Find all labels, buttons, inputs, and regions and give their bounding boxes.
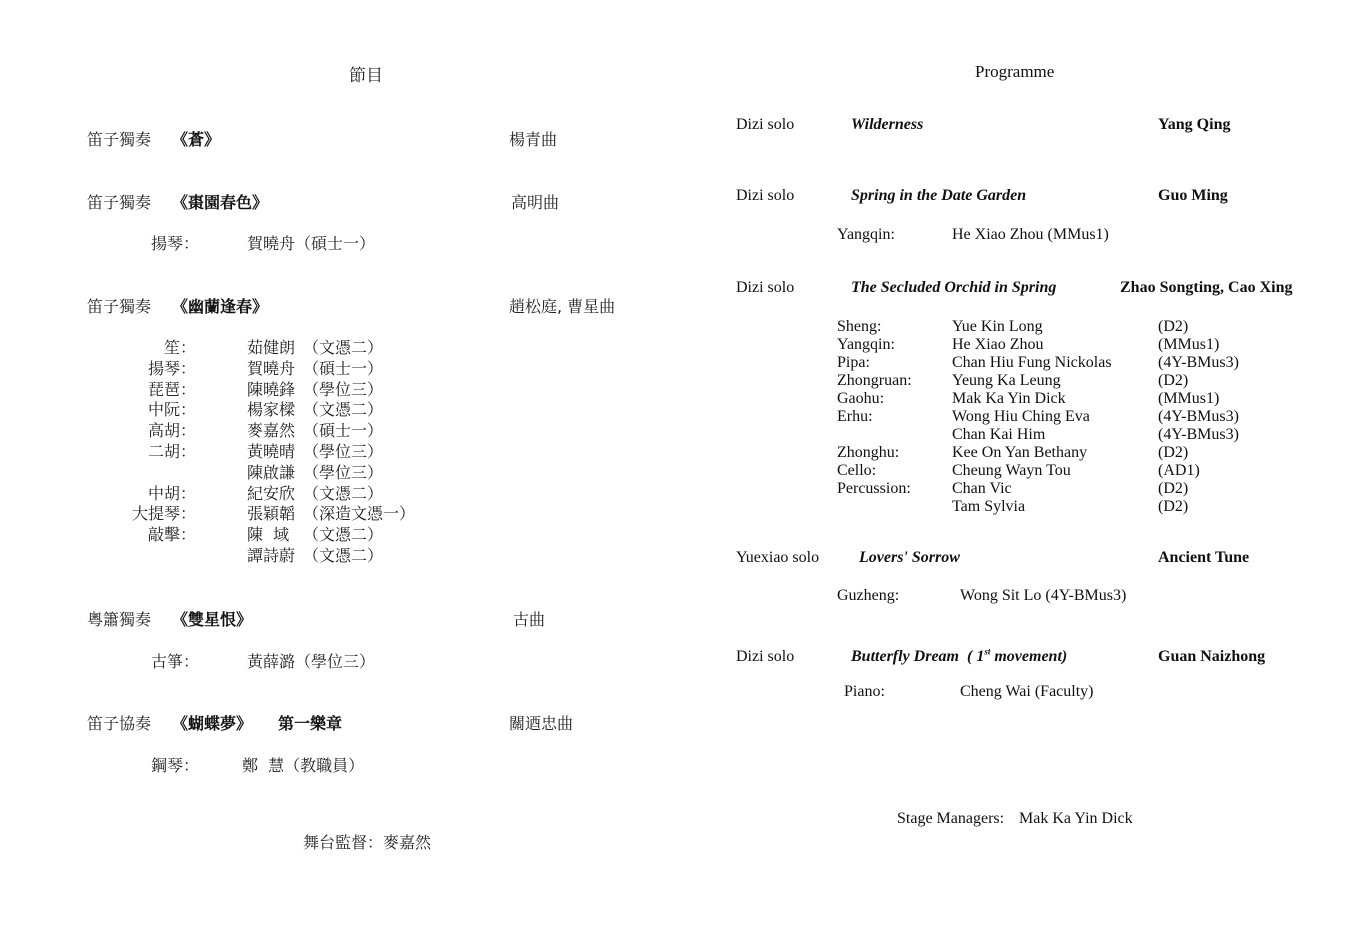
cn-ensemble-instrument: 敲擊： xyxy=(147,525,196,545)
cn-ensemble-name: 陳啟謙 xyxy=(247,462,296,482)
en-ensemble-grade: (D2) xyxy=(1158,372,1189,389)
cn-ensemble-instrument xyxy=(130,546,196,567)
cn-ensemble-name: 茹健朗 xyxy=(247,338,296,357)
cn-ensemble-grade: （文憑二） xyxy=(303,545,384,565)
en-ensemble-grade: (AD1) xyxy=(1158,462,1200,479)
cn-item5-composer: 關迺忠曲 xyxy=(509,714,574,733)
en-ensemble-instrument: Yangqin: xyxy=(837,336,895,353)
en-ensemble-name: Chan Hiu Fung Nickolas xyxy=(952,354,1112,371)
cn-ensemble-name: 陳曉鋒 xyxy=(247,379,296,399)
en-ensemble-grade: (D2) xyxy=(1158,498,1189,515)
en-item2-title: Spring in the Date Garden xyxy=(851,187,1027,204)
en-item5-title-part1: Butterfly Dream ( 1 xyxy=(851,648,985,665)
cn-ensemble-name: 楊家樑 xyxy=(247,400,296,420)
cn-item2-title: 《棗園春色》 xyxy=(172,193,269,212)
en-item5-instrument: Piano: xyxy=(844,683,885,700)
en-item2-instrument: Yangqin: xyxy=(837,226,895,243)
en-item3-type: Dizi solo xyxy=(736,279,795,296)
en-ensemble-instrument: Cello: xyxy=(837,462,877,479)
cn-ensemble-name: 張穎韜 xyxy=(247,504,296,524)
cn-ensemble-instrument: 中胡： xyxy=(147,483,196,503)
cn-ensemble-name: 黃曉晴 xyxy=(247,441,296,461)
chinese-programme-title: 節目 xyxy=(349,66,383,86)
cn-stage-manager: 舞台監督：麥嘉然 xyxy=(303,833,432,852)
cn-item3-type: 笛子獨奏 xyxy=(87,297,152,316)
en-item5-title-part2: movement) xyxy=(990,648,1068,665)
en-ensemble-name: Chan Vic xyxy=(952,480,1012,497)
cn-ensemble-grade: （文憑二） xyxy=(303,400,384,420)
cn-item2-instrument: 揚琴： xyxy=(151,234,200,253)
en-ensemble-instrument: Percussion: xyxy=(837,480,911,497)
en-item1-type: Dizi solo xyxy=(736,116,795,133)
en-ensemble-instrument: Pipa: xyxy=(837,354,870,371)
en-ensemble-name: He Xiao Zhou xyxy=(952,336,1044,353)
en-item1-title: Wilderness xyxy=(851,116,924,133)
en-ensemble-name: Tam Sylvia xyxy=(952,498,1026,515)
en-item2-composer: Guo Ming xyxy=(1158,187,1228,204)
english-programme-title: Programme xyxy=(975,62,1055,81)
cn-ensemble-name: 譚詩蔚 xyxy=(247,545,296,565)
en-ensemble-instrument: Zhongruan: xyxy=(837,372,912,389)
cn-item5-movement: 第一樂章 xyxy=(278,714,343,733)
cn-item2-performer: 賀曉舟（碩士一） xyxy=(247,234,376,253)
en-item4-type: Yuexiao solo xyxy=(736,549,820,566)
en-stage-manager-label: Stage Managers: xyxy=(897,810,1005,827)
cn-item4-instrument: 古箏： xyxy=(151,652,200,671)
cn-item4-composer: 古曲 xyxy=(513,610,546,629)
cn-item5-instrument: 鋼琴： xyxy=(151,756,200,775)
en-item4-instrument: Guzheng: xyxy=(837,587,900,604)
en-ensemble-instrument xyxy=(837,426,912,444)
en-item5-title-superscript: st xyxy=(984,646,991,657)
en-ensemble-instrument: Gaohu: xyxy=(837,390,885,407)
en-item5-type: Dizi solo xyxy=(736,648,795,665)
en-ensemble-grade: (4Y-BMus3) xyxy=(1158,426,1239,443)
cn-item1-type: 笛子獨奏 xyxy=(87,130,152,149)
cn-ensemble-instrument: 大提琴： xyxy=(131,504,196,524)
cn-ensemble-names xyxy=(247,338,295,567)
cn-ensemble-grade: （碩士一） xyxy=(303,358,384,378)
cn-ensemble-name: 紀安欣 xyxy=(247,483,296,503)
cn-ensemble-grade: （文憑二） xyxy=(303,338,384,357)
en-ensemble-names xyxy=(952,318,1112,516)
cn-ensemble-name: 陳 域 xyxy=(247,525,290,545)
en-ensemble-name: Wong Hiu Ching Eva xyxy=(952,408,1090,425)
cn-item3-title: 《幽蘭逢春》 xyxy=(172,297,269,316)
en-item2-type: Dizi solo xyxy=(736,187,795,204)
cn-ensemble-instrument: 揚琴： xyxy=(147,358,196,378)
en-ensemble-grade: (4Y-BMus3) xyxy=(1158,408,1239,425)
cn-ensemble-grade: （碩士一） xyxy=(303,421,384,441)
cn-ensemble-instrument: 二胡： xyxy=(147,441,196,461)
cn-item2-type: 笛子獨奏 xyxy=(87,193,152,212)
en-item3-composer: Zhao Songting, Cao Xing xyxy=(1120,279,1293,296)
en-ensemble-grade: (MMus1) xyxy=(1158,336,1220,353)
cn-item4-title: 《雙星恨》 xyxy=(172,610,253,629)
cn-ensemble-grade: （文憑二） xyxy=(303,483,384,503)
cn-item1-title: 《蒼》 xyxy=(172,130,221,149)
en-ensemble-grade: (MMus1) xyxy=(1158,390,1220,407)
cn-item5-type: 笛子協奏 xyxy=(87,714,152,733)
en-item1-composer: Yang Qing xyxy=(1158,116,1231,133)
cn-ensemble-instrument: 琵琶： xyxy=(147,379,196,399)
en-ensemble-instrument: Erhu: xyxy=(837,408,873,425)
en-ensemble-name: Chan Kai Him xyxy=(952,426,1046,443)
cn-item5-performer: 鄭 慧（教職員） xyxy=(242,756,365,775)
en-ensemble-instrument: Sheng: xyxy=(837,318,882,335)
en-ensemble-name: Yeung Ka Leung xyxy=(952,372,1061,389)
en-item5-performer: Cheng Wai (Faculty) xyxy=(960,683,1094,700)
en-item4-performer: Wong Sit Lo (4Y-BMus3) xyxy=(960,587,1127,604)
cn-item3-composer: 趙松庭, 曹星曲 xyxy=(509,297,616,316)
en-ensemble-grade: (4Y-BMus3) xyxy=(1158,354,1239,371)
en-item5-title xyxy=(851,646,1068,665)
en-item3-title: The Secluded Orchid in Spring xyxy=(851,279,1057,296)
cn-ensemble-instrument: 高胡： xyxy=(147,421,196,441)
en-ensemble-instrument: Zhonghu: xyxy=(837,444,900,461)
cn-ensemble-name: 賀曉舟 xyxy=(247,358,296,378)
en-item2-performer: He Xiao Zhou (MMus1) xyxy=(952,226,1109,243)
cn-ensemble-name: 麥嘉然 xyxy=(247,421,296,441)
cn-ensemble-instrument: 笙： xyxy=(163,338,196,357)
cn-ensemble-grade: （深造文憑一） xyxy=(303,504,416,524)
en-ensemble-grade: (D2) xyxy=(1158,318,1189,335)
en-ensemble-name: Cheung Wayn Tou xyxy=(952,462,1071,479)
cn-item5-title: 《蝴蝶夢》 xyxy=(172,714,253,733)
cn-ensemble-instrument xyxy=(130,463,196,484)
en-ensemble-grades xyxy=(1158,318,1239,516)
en-item4-title: Lovers' Sorrow xyxy=(859,549,960,566)
en-ensemble-grade: (D2) xyxy=(1158,480,1189,497)
cn-ensemble-grade: （學位三） xyxy=(303,379,384,399)
cn-item2-composer: 高明曲 xyxy=(511,193,560,212)
en-item4-composer: Ancient Tune xyxy=(1158,549,1250,566)
cn-ensemble-grade: （學位三） xyxy=(303,441,384,461)
cn-item4-performer: 黃薛潞（學位三） xyxy=(247,652,376,671)
en-ensemble-name: Yue Kin Long xyxy=(952,318,1043,335)
cn-item4-type: 粵簫獨奏 xyxy=(87,610,152,629)
cn-ensemble-grade: （文憑二） xyxy=(303,525,384,545)
en-ensemble-instrument xyxy=(837,498,912,516)
cn-ensemble-grade: （學位三） xyxy=(303,462,384,482)
cn-ensemble-instrument: 中阮： xyxy=(147,400,196,420)
cn-ensemble-instruments xyxy=(130,338,196,567)
en-ensemble-grade: (D2) xyxy=(1158,444,1189,461)
cn-ensemble-grades xyxy=(303,338,415,567)
en-stage-manager-name: Mak Ka Yin Dick xyxy=(1019,810,1133,827)
en-ensemble-name: Mak Ka Yin Dick xyxy=(952,390,1066,407)
en-item5-composer: Guan Naizhong xyxy=(1158,648,1266,665)
en-ensemble-instruments xyxy=(837,318,912,516)
en-ensemble-name: Kee On Yan Bethany xyxy=(952,444,1088,461)
cn-item1-composer: 楊青曲 xyxy=(509,130,558,149)
